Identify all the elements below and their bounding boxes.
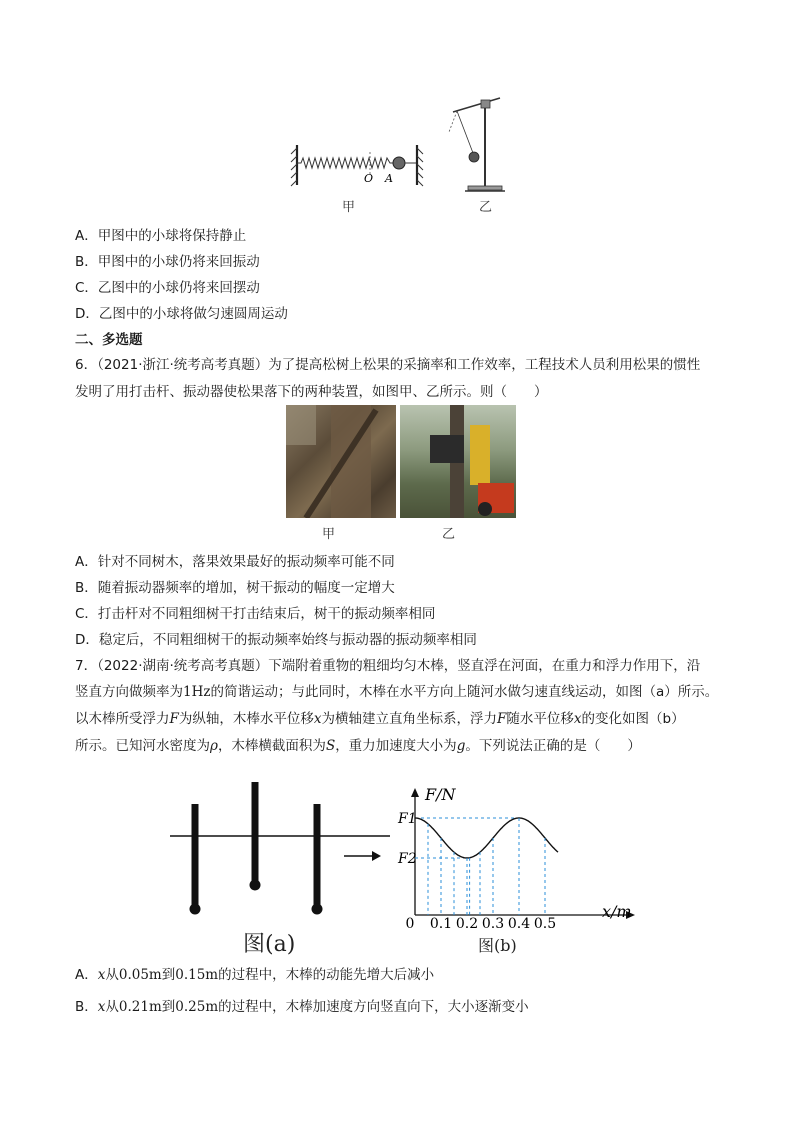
tree-shaker-drawing <box>400 405 516 518</box>
label-a: A <box>385 172 393 185</box>
q7-option-a-t3: 的过程中，木棒的动能先增大后减小 <box>218 967 435 983</box>
q7-text-3d: 随水平位移 <box>506 711 574 727</box>
fig-top-caption-yi: 乙 <box>479 200 493 215</box>
q7-text-3b: 为纵轴，木棒水平位移 <box>178 711 314 727</box>
q7-option-b-t1: 从 <box>105 999 119 1015</box>
q7-option-a-label: A． <box>75 967 98 983</box>
q7-line-4 <box>75 737 641 755</box>
q7-option-a-v1: 0.05m <box>118 967 162 983</box>
q7-var-g: g <box>456 738 466 754</box>
q7-option-b-x: x <box>97 999 106 1015</box>
figure-b-force-chart <box>395 778 645 930</box>
q7-option-b-t2: 到 <box>161 999 176 1015</box>
q5-option-d: D．乙图中的小球将做匀速圆周运动 <box>75 306 288 322</box>
q7-var-rho: ρ <box>210 738 218 754</box>
label-o: O <box>364 172 374 185</box>
q7-number: 7． <box>75 658 98 674</box>
photo-tree-shaker-machine <box>400 405 516 518</box>
q6-source: （2021·浙江·统考高考真题） <box>97 357 269 373</box>
q6-text-1: 为了提高松树上松果的采摘率和工作效率，工程技术人员利用松果的惯性 <box>268 357 701 373</box>
x-tick-label-5: 0.5 <box>533 916 557 930</box>
section-title: 二、多选题 <box>75 332 143 348</box>
q7-option-a-t1: 从 <box>105 967 119 983</box>
q7-text-2b: 的简谐运动；与此同时，木棒在水平方向上随河水做匀速直线运动，如图（a）所示。 <box>210 684 719 700</box>
q7-option-b-v2: 0.25m <box>175 999 219 1015</box>
q6-option-b: B．随着振动器频率的增加，树干振动的幅度一定增大 <box>75 580 395 596</box>
q6-option-c: C．打击杆对不同粗细树干打击结束后，树干的振动频率相同 <box>75 606 436 622</box>
q6-line-1 <box>75 356 700 374</box>
q7-text-3c: 为横轴建立直角坐标系，浮力 <box>321 711 497 727</box>
q7-line-2 <box>75 683 718 701</box>
x-tick-label-0: 0 <box>405 916 415 930</box>
q7-option-b <box>75 998 529 1016</box>
q7-option-b-v1: 0.21m <box>118 999 162 1015</box>
force-curve <box>415 818 558 858</box>
q7-text-4d: 。下列说法正确的是（ ） <box>465 738 641 754</box>
q6-caption-yi: 乙 <box>442 527 456 542</box>
q7-option-b-label: B． <box>75 999 98 1015</box>
q7-frequency: 1Hz <box>183 684 211 700</box>
q7-var-x2: x <box>573 711 582 727</box>
x-tick-label-4: 0.4 <box>507 916 531 930</box>
q6-caption-jia: 甲 <box>322 527 336 542</box>
q7-option-a-v2: 0.15m <box>175 967 219 983</box>
q5-option-a: A．甲图中的小球将保持静止 <box>75 228 247 244</box>
q6-option-d: D．稳定后，不同粗细树干的振动频率始终与振动器的振动频率相同 <box>75 632 477 648</box>
pine-tree-striker-drawing <box>286 405 396 518</box>
q7-option-a <box>75 966 434 984</box>
fig-top-caption-jia: 甲 <box>342 200 356 215</box>
q7-line-1 <box>75 657 700 675</box>
q7-option-b-t3: 的过程中，木棒加速度方向竖直向下，大小逐渐变小 <box>218 999 529 1015</box>
q7-var-x: x <box>313 711 322 727</box>
q7-text-4c: ，重力加速度大小为 <box>335 738 457 754</box>
q7-var-s: S <box>325 738 336 754</box>
q7-text-4a: 所示。已知河水密度为 <box>75 738 210 754</box>
q7-option-a-x: x <box>97 967 106 983</box>
x-axis-label: x/m <box>602 902 632 921</box>
photo-pine-tree-striker <box>286 405 396 518</box>
q5-option-c: C．乙图中的小球仍将来回摆动 <box>75 280 260 296</box>
flow-arrow <box>343 848 383 864</box>
q7-text-2a: 竖直方向做频率为 <box>75 684 183 700</box>
q7-source: （2022·湖南·统考高考真题） <box>97 658 269 674</box>
q7-text-1: 下端附着重物的粗细均匀木棒，竖直浮在河面，在重力和浮力作用下，沿 <box>268 658 701 674</box>
q6-text-2: 发明了用打击杆、振动器使松果落下的两种装置，如图甲、乙所示。则（ ） <box>75 384 548 400</box>
y-label-f1: F1 <box>398 811 417 827</box>
x-tick-label-2: 0.2 <box>455 916 479 930</box>
q7-text-4b: ，木棒横截面积为 <box>217 738 326 754</box>
y-axis-label: F/N <box>425 785 456 804</box>
fig-a-caption: 图(a) <box>243 932 296 957</box>
x-tick-label-3: 0.3 <box>481 916 505 930</box>
q6-option-a: A．针对不同树木，落果效果最好的振动频率可能不同 <box>75 554 395 570</box>
x-tick-label-1: 0.1 <box>429 916 453 930</box>
q7-option-a-t2: 到 <box>161 967 176 983</box>
q7-text-3e: 的变化如图（b） <box>581 711 685 727</box>
y-axis-arrow <box>411 788 419 797</box>
q6-number: 6． <box>75 357 98 373</box>
fig-b-caption: 图(b) <box>478 936 517 955</box>
y-label-f2: F2 <box>398 851 417 867</box>
q5-option-b: B．甲图中的小球仍将来回振动 <box>75 254 260 270</box>
q7-line-3 <box>75 710 685 728</box>
q7-text-3a: 以木棒所受浮力 <box>75 711 170 727</box>
q7-var-f: F <box>169 711 179 727</box>
q7-var-f2: F <box>497 711 507 727</box>
